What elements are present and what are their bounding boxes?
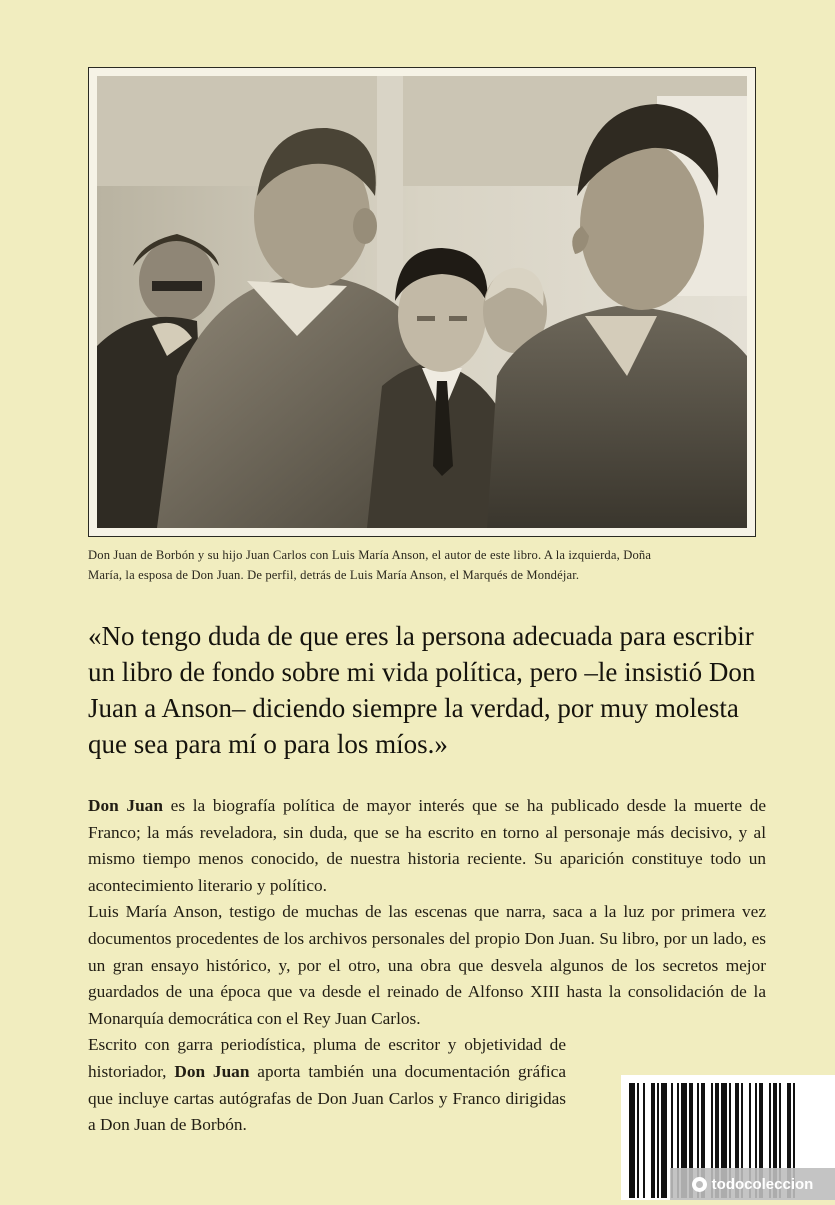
- barcode-bar: [661, 1083, 667, 1198]
- watermark-text: todocoleccion: [711, 1175, 814, 1193]
- barcode-bar: [657, 1083, 659, 1198]
- watermark-logo-icon: [692, 1177, 707, 1192]
- barcode-bar: [643, 1083, 645, 1198]
- synopsis-paragraph-3-text-b: aporta también una documentación gráfica que incluye cartas autógrafas de Don Juan Carlos y Franco dirigidas a Don Juan de Borbón.: [88, 1061, 567, 1135]
- photo-frame: [88, 67, 756, 537]
- synopsis-paragraph-3-text-a: Escrito con garra periodística, pluma de escritor y objetividad de historiador,: [88, 1035, 566, 1081]
- barcode-bar: [629, 1083, 635, 1198]
- synopsis-paragraph-1-text: es la biografía política de mayor interés que se ha publicado desde la muerte de Franco; la más reveladora, sin duda, que se ha escrito en torno al personaje más decisivo, y al mismo tiempo menos conocido, de nuestra historia reciente. Su aparición constituye todo un acontecimiento literario y político.: [88, 796, 767, 895]
- photo-caption: [88, 545, 756, 585]
- synopsis-paragraph-1: [88, 793, 766, 899]
- pull-quote: «No tengo duda de que eres la persona adecuada para escribir un libro de fondo sobre mi vida política, pero –le insistió Don Juan a Anson– diciendo siempre la verdad, por muy molesta que sea para mí o para los míos.»: [88, 621, 756, 759]
- cover-photograph: [97, 76, 747, 528]
- barcode-bar: [651, 1083, 655, 1198]
- book-title-bold-2: Don Juan: [174, 1061, 250, 1081]
- book-title-bold: Don Juan: [88, 796, 163, 815]
- photograph-illustration: [97, 76, 747, 528]
- caption-line-2: María, la esposa de Don Juan. De perfil, detrás de Luis María Anson, el Marqués de Mondéjar.: [88, 568, 580, 582]
- watermark: [670, 1168, 835, 1200]
- barcode-bar: [637, 1083, 639, 1198]
- synopsis-paragraph-2: Luis María Anson, testigo de muchas de las escenas que narra, saca a la luz por primera vez documentos procedentes de los archivos personales del propio Don Juan. Su libro, por un lado, es un gran ensayo histórico, y, por el otro, una obra que desvela algunos de los secretos mejor guardados de una época que va desde el reinado de Alfonso XIII hasta la consolidación de la Monarquía democrática con el Rey Juan Carlos.: [88, 902, 766, 1028]
- caption-line-1: Don Juan de Borbón y su hijo Juan Carlos con Luis María Anson, el autor de este libro. A la izquierda, Doña: [88, 548, 652, 562]
